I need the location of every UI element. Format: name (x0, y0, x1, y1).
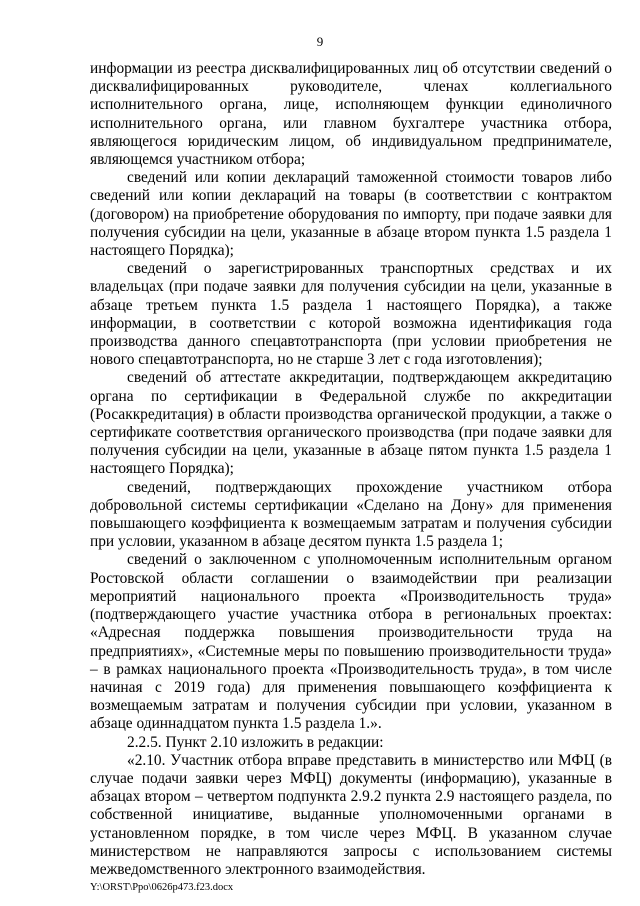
paragraph-made-on-don-certification: сведений, подтверждающих прохождение участником отбора добровольной системы сертификации «Сделано на Дону» для применения повышающего коэффициента к возмещаемым затратам и получения субсидии при условии, указанном в абзаце десятом пункта 1.5 раздела 1; (90, 478, 612, 551)
footer-file-path: Y:\ORST\Ppo\0626p473.f23.docx (90, 882, 234, 893)
paragraph-productivity-agreement: сведений о заключенном с уполномоченным исполнительным органом Ростовской области соглашении о взаимодействии при реализации мероприятий национального проекта «Производительность труда» (подтверждающего участие участника отбора в региональных проектах: «Адресная поддержка повышения производительности труда на предприятиях», «Системные меры по повышению производительности труда» – в рамках национального проекта «Производительность труда», в том числе начиная с 2019 года) для применения повышающего коэффициента к возмещаемым затратам и получения субсидии при условии, указанном в абзаце одиннадцатом пункта 1.5 раздела 1.». (90, 551, 612, 733)
paragraph-vehicle-registration: сведений о зарегистрированных транспортных средствах и их владельцах (при подаче заявки для получения субсидии на цели, указанные в абзаце третьем пункта 1.5 раздела 1 настоящего Порядка), а также информации, в соответствии с которой возможна идентификация года производства данного спецавтотранспорта (при условии приобретения не нового спецавтотранспорта, но не старше 3 лет с года изготовления); (90, 260, 612, 369)
paragraph-clause-2-2-5: 2.2.5. Пункт 2.10 изложить в редакции: (127, 733, 384, 751)
paragraph-customs-declarations: сведений или копии деклараций таможенной стоимости товаров либо сведений или копии деклараций на товары (в соответствии с контрактом (договором) на приобретение оборудования по импорту, при подаче заявки для получения субсидии на цели, указанные в абзаце втором пункта 1.5 раздела 1 настоящего Порядка); (90, 169, 612, 260)
paragraph-accreditation-certificate: сведений об аттестате аккредитации, подтверждающем аккредитацию органа по сертификации в Федеральной службе по аккредитации (Росаккредитация) в области производства органической продукции, а также о сертификате соответствия органического производства (при подаче заявки для получения субсидии на цели, указанные в абзаце пятом пункта 1.5 раздела 1 настоящего Порядка); (90, 369, 612, 478)
paragraph-disqualified-registry: информации из реестра дисквалифицированных лиц об отсутствии сведений о дисквалифицированных руководителе, членах коллегиального исполнительного органа, лице, исполняющем функции единоличного исполнительного органа, или главном бухгалтере участника отбора, являющегося юридическим лицом, об индивидуальном предпринимателе, являющемся участником отбора; (90, 60, 612, 169)
page-number: 9 (316, 34, 324, 49)
document-body (90, 60, 612, 879)
paragraph-clause-2-10: «2.10. Участник отбора вправе представить в министерство или МФЦ (в случае подачи заявки через МФЦ) документы (информацию), указанные в абзацах втором – четвертом подпункта 2.9.2 пункта 2.9 настоящего раздела, по собственной инициативе, выданные уполномоченными органами в установленном порядке, в том числе через МФЦ. В указанном случае министерством не направляются запросы с использованием системы межведомственного электронного взаимодействия. (90, 751, 612, 878)
